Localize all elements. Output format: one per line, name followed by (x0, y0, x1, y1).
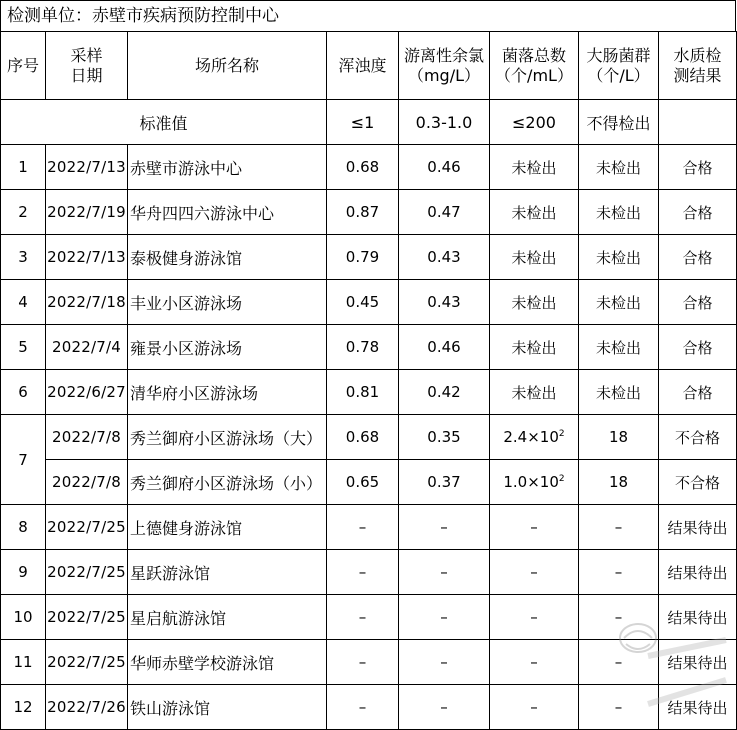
cell-chlorine: 0.46 (399, 145, 490, 190)
col-header-sample-date: 采样 日期 (46, 32, 128, 100)
cell-place: 铁山游泳馆 (128, 685, 327, 730)
cell-serial: 5 (1, 325, 46, 370)
cell-serial: 11 (1, 640, 46, 685)
col-header-chlorine: 游离性余氯 （mg/L） (399, 32, 490, 100)
col-header-place: 场所名称 (128, 32, 327, 100)
table-row (1, 145, 737, 190)
table-row (1, 685, 737, 730)
cell-result: 结果待出 (659, 640, 737, 685)
cell-coliform: 18 (579, 460, 659, 505)
cell-serial: 1 (1, 145, 46, 190)
cell-place: 秀兰御府小区游泳场（大） (128, 415, 327, 460)
cell-coliform: 未检出 (579, 235, 659, 280)
cell-serial: 10 (1, 595, 46, 640)
cell-colony: 未检出 (490, 190, 579, 235)
cell-date: 2022/7/4 (46, 325, 128, 370)
cell-place: 雍景小区游泳场 (128, 325, 327, 370)
cell-colony: – (490, 505, 579, 550)
cell-date: 2022/7/25 (46, 505, 128, 550)
cell-serial: 8 (1, 505, 46, 550)
cell-coliform: 18 (579, 415, 659, 460)
cell-serial: 4 (1, 280, 46, 325)
cell-turbidity: – (327, 505, 399, 550)
cell-chlorine: 0.43 (399, 280, 490, 325)
cell-date: 2022/7/13 (46, 145, 128, 190)
table-row (1, 460, 737, 505)
cell-turbidity: – (327, 685, 399, 730)
cell-date: 2022/7/8 (46, 460, 128, 505)
table-header-row (1, 32, 737, 100)
cell-place: 赤壁市游泳中心 (128, 145, 327, 190)
col-header-serial: 序号 (1, 32, 46, 100)
cell-result: 合格 (659, 145, 737, 190)
standard-chlorine: 0.3-1.0 (399, 100, 490, 145)
cell-chlorine: 0.46 (399, 325, 490, 370)
standard-label: 标准值 (1, 100, 327, 145)
cell-turbidity: 0.87 (327, 190, 399, 235)
cell-turbidity: 0.68 (327, 415, 399, 460)
cell-place: 华舟四四六游泳中心 (128, 190, 327, 235)
cell-result: 结果待出 (659, 595, 737, 640)
cell-date: 2022/7/25 (46, 595, 128, 640)
cell-serial: 9 (1, 550, 46, 595)
cell-colony: 未检出 (490, 145, 579, 190)
cell-coliform: – (579, 550, 659, 595)
cell-coliform: – (579, 640, 659, 685)
cell-serial: 2 (1, 190, 46, 235)
cell-result: 合格 (659, 235, 737, 280)
cell-chlorine: – (399, 685, 490, 730)
cell-chlorine: 0.42 (399, 370, 490, 415)
cell-result: 不合格 (659, 460, 737, 505)
standard-row (1, 100, 737, 145)
cell-date: 2022/7/8 (46, 415, 128, 460)
cell-date: 2022/7/25 (46, 640, 128, 685)
testing-unit-label: 检测单位：赤壁市疾病预防控制中心 (0, 0, 736, 31)
cell-date: 2022/6/27 (46, 370, 128, 415)
cell-turbidity: 0.79 (327, 235, 399, 280)
cell-place: 清华府小区游泳场 (128, 370, 327, 415)
water-quality-table (0, 31, 737, 730)
cell-result: 结果待出 (659, 685, 737, 730)
cell-place: 秀兰御府小区游泳场（小） (128, 460, 327, 505)
table-row (1, 505, 737, 550)
table-row (1, 370, 737, 415)
cell-coliform: 未检出 (579, 280, 659, 325)
cell-serial: 6 (1, 370, 46, 415)
cell-coliform: 未检出 (579, 325, 659, 370)
cell-date: 2022/7/25 (46, 550, 128, 595)
cell-result: 结果待出 (659, 505, 737, 550)
cell-place: 上德健身游泳馆 (128, 505, 327, 550)
cell-turbidity: – (327, 595, 399, 640)
cell-coliform: – (579, 595, 659, 640)
cell-colony: – (490, 640, 579, 685)
col-header-result: 水质检 测结果 (659, 32, 737, 100)
cell-coliform: – (579, 505, 659, 550)
cell-coliform: 未检出 (579, 145, 659, 190)
cell-result: 合格 (659, 325, 737, 370)
cell-place: 星启航游泳馆 (128, 595, 327, 640)
cell-colony: $1.0\times 10^2$ (490, 460, 579, 505)
table-row (1, 415, 737, 460)
cell-colony: 未检出 (490, 280, 579, 325)
cell-turbidity: – (327, 640, 399, 685)
cell-chlorine: 0.35 (399, 415, 490, 460)
cell-colony: 未检出 (490, 370, 579, 415)
standard-result (659, 100, 737, 145)
table-row (1, 325, 737, 370)
cell-serial: 12 (1, 685, 46, 730)
cell-colony: – (490, 550, 579, 595)
cell-date: 2022/7/18 (46, 280, 128, 325)
cell-turbidity: 0.78 (327, 325, 399, 370)
cell-result: 结果待出 (659, 550, 737, 595)
cell-chlorine: 0.47 (399, 190, 490, 235)
cell-colony: – (490, 685, 579, 730)
standard-turbidity: ≤1 (327, 100, 399, 145)
cell-place: 泰极健身游泳馆 (128, 235, 327, 280)
col-header-turbidity: 浑浊度 (327, 32, 399, 100)
cell-chlorine: – (399, 640, 490, 685)
standard-coliform: 不得检出 (579, 100, 659, 145)
cell-coliform: 未检出 (579, 190, 659, 235)
cell-result: 合格 (659, 190, 737, 235)
cell-date: 2022/7/13 (46, 235, 128, 280)
table-row (1, 595, 737, 640)
cell-colony: 未检出 (490, 235, 579, 280)
cell-turbidity: 0.45 (327, 280, 399, 325)
cell-turbidity: 0.68 (327, 145, 399, 190)
cell-place: 星跃游泳馆 (128, 550, 327, 595)
table-row (1, 550, 737, 595)
col-header-colony: 菌落总数 （个/mL） (490, 32, 579, 100)
table-row (1, 235, 737, 280)
table-body (1, 145, 737, 730)
cell-coliform: – (579, 685, 659, 730)
cell-colony: 未检出 (490, 325, 579, 370)
cell-chlorine: – (399, 595, 490, 640)
cell-turbidity: 0.65 (327, 460, 399, 505)
cell-chlorine: 0.37 (399, 460, 490, 505)
cell-chlorine: – (399, 550, 490, 595)
cell-result: 合格 (659, 280, 737, 325)
cell-date: 2022/7/19 (46, 190, 128, 235)
table-row (1, 640, 737, 685)
standard-colony: ≤200 (490, 100, 579, 145)
cell-colony: $2.4\times 10^2$ (490, 415, 579, 460)
cell-chlorine: 0.43 (399, 235, 490, 280)
cell-turbidity: – (327, 550, 399, 595)
cell-serial: 3 (1, 235, 46, 280)
cell-coliform: 未检出 (579, 370, 659, 415)
cell-turbidity: 0.81 (327, 370, 399, 415)
cell-serial: 7 (1, 415, 46, 505)
cell-place: 丰业小区游泳场 (128, 280, 327, 325)
cell-result: 不合格 (659, 415, 737, 460)
cell-place: 华师赤壁学校游泳馆 (128, 640, 327, 685)
cell-date: 2022/7/26 (46, 685, 128, 730)
cell-chlorine: – (399, 505, 490, 550)
cell-result: 合格 (659, 370, 737, 415)
table-row (1, 190, 737, 235)
col-header-coliform: 大肠菌群 （个/L） (579, 32, 659, 100)
table-row (1, 280, 737, 325)
cell-colony: – (490, 595, 579, 640)
